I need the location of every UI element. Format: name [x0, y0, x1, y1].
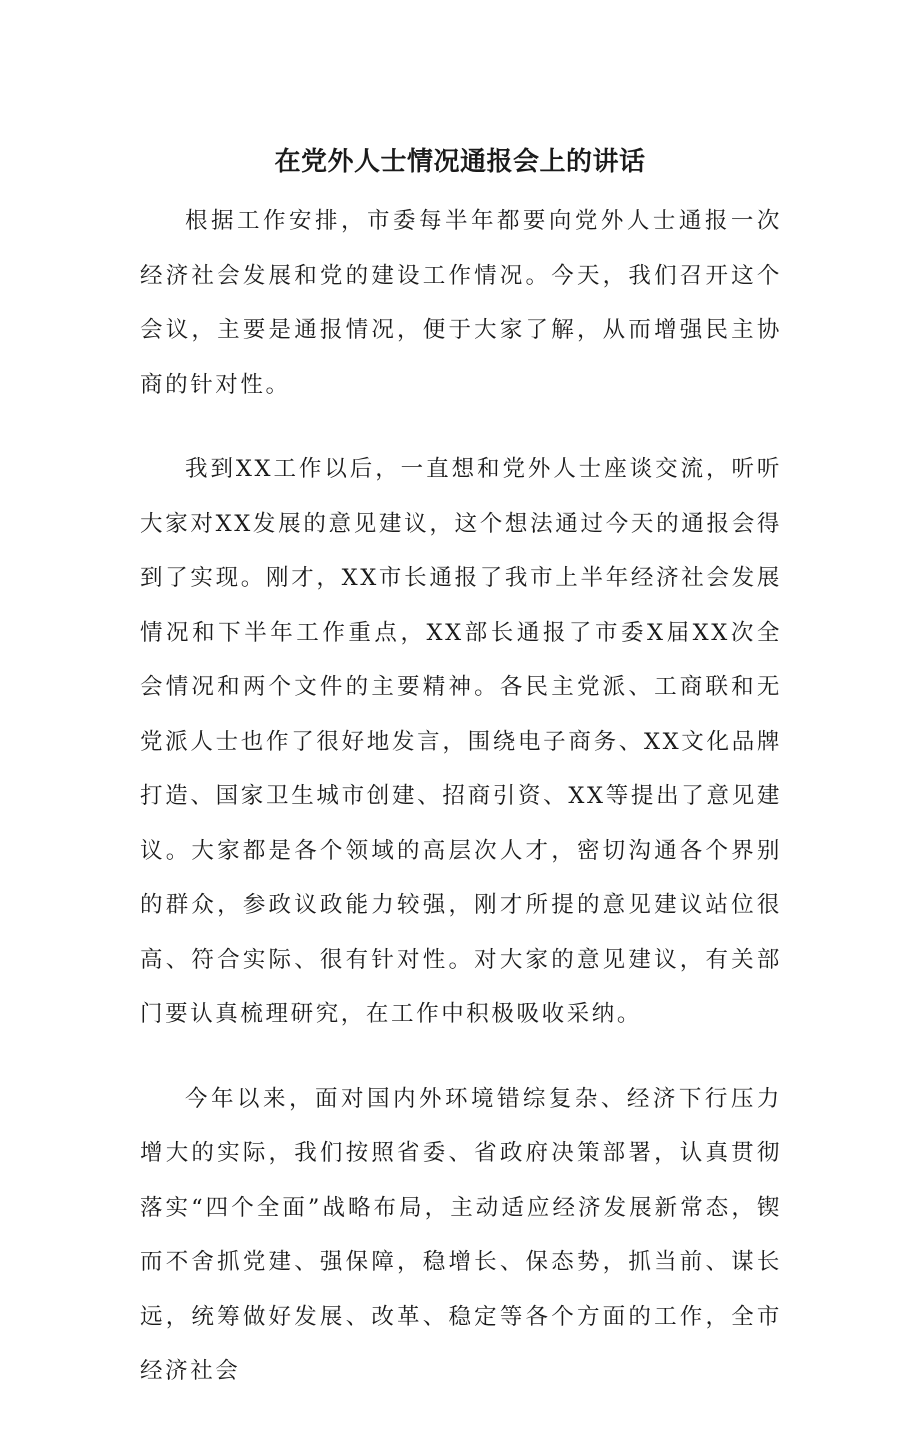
- paragraph-1: 根据工作安排，市委每半年都要向党外人士通报一次经济社会发展和党的建设工作情况。今天，我们召开这个会议，主要是通报情况，便于大家了解，从而增强民主协商的针对性。: [140, 208, 782, 398]
- paragraph-3: 今年以来，面对国内外环境错综复杂、经济下行压力增大的实际，我们按照省委、省政府决策部署，认真贯彻落实“四个全面”战略布局，主动适应经济发展新常态，锲而不舍抓党建、强保障，稳增长、保态势，抓当前、谋长远，统筹做好发展、改革、稳定等各个方面的工作，全市经济社会: [140, 1085, 782, 1384]
- paragraph-2: 我到XX工作以后，一直想和党外人士座谈交流，听听大家对XX发展的意见建议，这个想法通过今天的通报会得到了实现。刚才，XX市长通报了我市上半年经济社会发展情况和下半年工作重点，XX部长通报了市委X届XX次全会情况和两个文件的主要精神。各民主党派、工商联和无党派人士也作了很好地发言，围绕电子商务、XX文化品牌打造、国家卫生城市创建、招商引资、XX等提出了意见建议。大家都是各个领域的高层次人才，密切沟通各个界别的群众，参政议政能力较强，刚才所提的意见建议站位很高、符合实际、很有针对性。对大家的意见建议，有关部门要认真梳理研究，在工作中积极吸收采纳。: [140, 456, 782, 1027]
- document-body: [140, 194, 782, 1429]
- document-title: 在党外人士情况通报会上的讲话: [274, 147, 646, 177]
